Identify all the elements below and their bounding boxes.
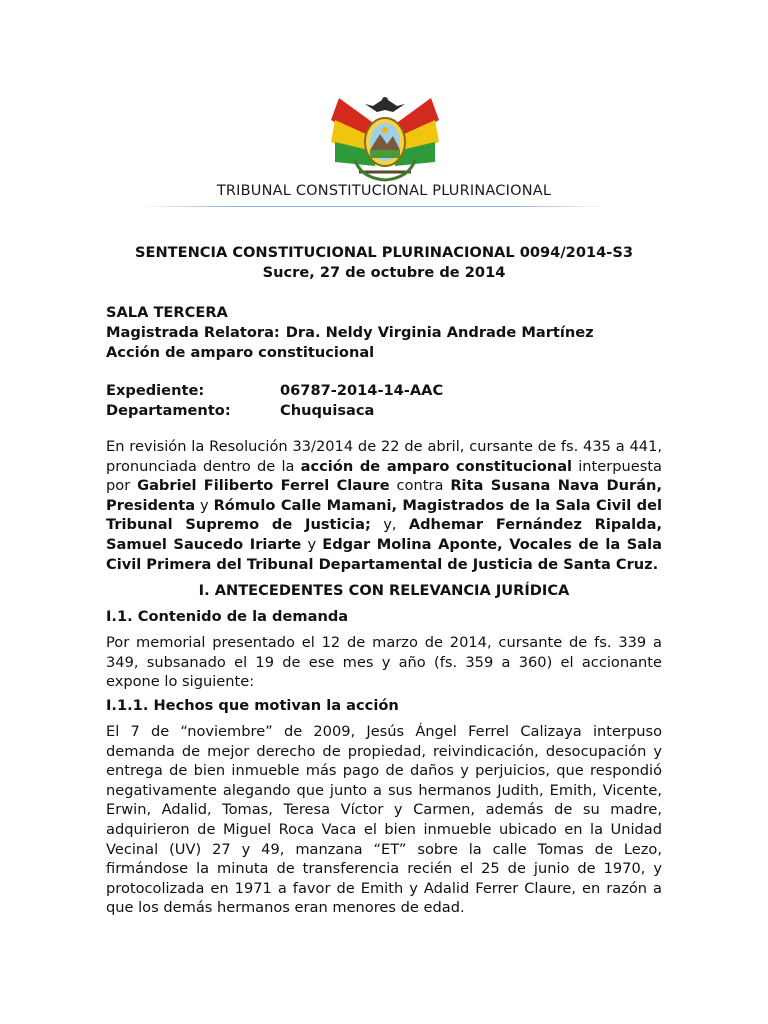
sala-label: SALA TERCERA: [106, 304, 228, 321]
intro-bold-5: Adhemar Fernández Ripalda, Samuel Saucedo Iriarte: [106, 516, 662, 553]
intro-bold-3: Rita Susana Nava Durán, Presidenta: [106, 477, 662, 514]
departamento-row: [106, 401, 375, 421]
coat-of-arms-icon: [325, 90, 445, 184]
contenido-paragraph: Por memorial presentado el 12 de marzo de 2014, cursante de fs. 339 a 349, subsanado el 19 de ese mes y año (fs. 359 a 360) el accionante expone lo siguiente:: [106, 634, 662, 691]
header-divider: [140, 206, 606, 207]
intro-text-4: y: [195, 496, 214, 514]
intro-text-2: interpuesta por: [106, 457, 662, 495]
expediente-row: [106, 381, 444, 401]
hechos-paragraph: El 7 de “noviembre” de 2009, Jesús Ángel Ferrel Calizaya interpuso demanda de mejor derecho de propiedad, reivindicación, desocupación y entrega de bien inmueble más pago de daños y perjuicios, que respondió negativamente alegando que junto a sus hermanos Judith, Emith, Vicente, Erwin, Adalid, Tomas, Teresa Víctor y Carmen, además de su madre, adquirieron de Miguel Roca Vaca el bien inmueble ubicado en la Unidad Vecinal (UV) 27 y 49, manzana “ET” sobre la calle Tomas de Lezo, firmándose la minuta de transferencia recién el 25 de junio de 1970, y protocolizada en 1971 a favor de Emith y Adalid Ferrer Claure, en razón a que los demás hermanos eran menores de edad.: [106, 723, 662, 917]
intro-paragraph: [106, 437, 662, 574]
intro-bold-1: acción de amparo constitucional: [300, 457, 573, 475]
intro-text-6: y: [301, 535, 323, 553]
subheading-contenido: I.1. Contenido de la demanda: [106, 608, 349, 625]
departamento-value: Chuquisaca: [280, 402, 375, 419]
institution-name: TRIBUNAL CONSTITUCIONAL PLURINACIONAL: [216, 183, 552, 199]
intro-bold-4: Rómulo Calle Mamani, Magistrados de la Sala Civil del Tribunal Supremo de Justicia;: [106, 496, 662, 534]
expediente-label: Expediente:: [106, 382, 205, 399]
section-heading-antecedentes: I. ANTECEDENTES CON RELEVANCIA JURÍDICA: [198, 582, 570, 599]
expediente-value: 06787-2014-14-AAC: [280, 382, 444, 399]
intro-text-5: y,: [370, 516, 409, 534]
action-type: Acción de amparo constitucional: [106, 344, 375, 361]
intro-text-3: contra: [389, 477, 451, 495]
intro-text-1: En revisión la Resolución 33/2014 de 22 de abril, cursante de fs. 435 a 441, pronunciada dentro de la: [106, 438, 662, 475]
relatora-name: Dra. Neldy Virginia Andrade Martínez: [285, 324, 594, 341]
relatora-label: Magistrada Relatora:: [106, 324, 280, 341]
sentence-title: SENTENCIA CONSTITUCIONAL PLURINACIONAL 0094/2014-S3: [134, 244, 634, 261]
intro-bold-6: Edgar Molina Aponte, Vocales de la Sala Civil Primera del Tribunal Departamental de Justicia de Santa Cruz.: [106, 535, 662, 573]
departamento-label: Departamento:: [106, 402, 231, 419]
intro-bold-2: Gabriel Filiberto Ferrel Claure: [137, 477, 390, 495]
sentence-date: Sucre, 27 de octubre de 2014: [262, 264, 506, 281]
subheading-hechos: I.1.1. Hechos que motivan la acción: [106, 697, 399, 714]
magistrada-line: [106, 323, 594, 343]
